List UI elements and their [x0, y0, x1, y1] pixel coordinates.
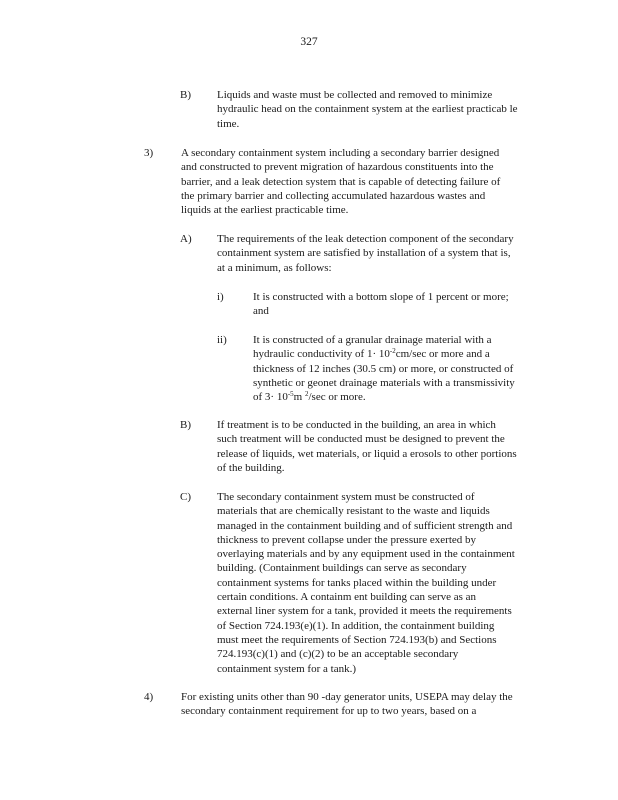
text-line: release of liquids, wet materials, or liquid a erosols to other portions — [217, 447, 517, 460]
text-line: and — [253, 305, 269, 318]
paragraph-3a-ii — [253, 333, 543, 404]
item-label-3c: C) — [180, 491, 191, 503]
item-label-3: 3) — [144, 147, 154, 159]
superscript: -2 — [389, 347, 396, 356]
text-fragment: hydraulic conductivity of 1· 10 — [253, 348, 390, 361]
text-line: building. (Containment buildings can serve as secondary — [217, 562, 467, 575]
text-line: secondary containment requirement for up to two years, based on a — [181, 705, 477, 718]
text-line: It is constructed with a bottom slope of 1 percent or more; — [253, 291, 509, 303]
text-line: containment system are satisfied by installation of a system that is, — [217, 247, 511, 260]
item-label-3a-i: i) — [217, 291, 224, 303]
item-label-3a-ii: ii) — [217, 334, 227, 346]
text-line: liquids at the earliest practicable time. — [181, 204, 349, 217]
text-line: For existing units other than 90 -day generator units, USEPA may delay the — [181, 691, 513, 703]
text-line: containment system for a tank.) — [217, 662, 356, 675]
text-line: thickness to prevent collapse under the pressure exerted by — [217, 533, 477, 546]
paragraph-4 — [181, 690, 543, 719]
text-line: barrier, and a leak detection system that is capable of detecting failure of — [181, 175, 501, 188]
text-line: The secondary containment system must be constructed of — [217, 491, 475, 503]
text-line: If treatment is to be conducted in the building, an area in which — [217, 419, 496, 431]
text-fragment: /sec or more. — [308, 391, 366, 404]
text-line: Liquids and waste must be collected and removed to minimize — [217, 89, 493, 101]
paragraph-3c — [217, 490, 543, 676]
text-line: the primary barrier and collecting accumulated hazardous wastes and — [181, 189, 486, 202]
paragraph-3b — [217, 418, 543, 475]
text-line: synthetic or geonet drainage materials with a transmissivity — [253, 376, 515, 389]
text-line: of Section 724.193(e)(1). In addition, the containment building — [217, 619, 495, 632]
text-line: materials that are chemically resistant to the waste and liquids — [217, 505, 490, 518]
paragraph-b-top — [217, 88, 543, 131]
text-line: 724.193(c)(1) and (c)(2) to be an acceptable secondary — [217, 648, 459, 661]
text-line: time. — [217, 117, 240, 130]
text-line: and constructed to prevent migration of hazardous constituents into the — [181, 161, 494, 174]
text-line: of the building. — [217, 461, 285, 474]
superscript: -5 — [287, 390, 294, 399]
item-label-4: 4) — [144, 691, 154, 703]
text-line: thickness of 12 inches (30.5 cm) or more, or constructed of — [253, 362, 514, 375]
text-fragment: cm/sec or more and a — [395, 348, 490, 361]
text-fragment: of 3· 10 — [253, 391, 288, 404]
page-number: 327 — [300, 36, 318, 48]
item-label-3b: B) — [180, 419, 191, 431]
text-line: at a minimum, as follows: — [217, 261, 332, 274]
text-line: The requirements of the leak detection component of the secondary — [217, 233, 514, 245]
item-label-3a: A) — [180, 233, 192, 245]
paragraph-3a-i — [253, 290, 543, 319]
text-fragment: m — [293, 391, 303, 404]
text-line: hydraulic head on the containment system at the earliest practicab le — [217, 103, 518, 116]
text-line — [253, 390, 543, 404]
superscript: 2 — [304, 390, 309, 399]
text-line: It is constructed of a granular drainage material with a — [253, 334, 492, 346]
text-line: managed in the containment building and of sufficient strength and — [217, 519, 513, 532]
text-line: must meet the requirements of Section 724.193(b) and Sections — [217, 633, 497, 646]
text-line: containment systems for tanks placed within the building under — [217, 576, 497, 589]
text-line: overlaying materials and by any equipment used in the containment — [217, 548, 515, 561]
text-line: such treatment will be conducted must be designed to prevent the — [217, 433, 505, 446]
item-label-b-top: B) — [180, 89, 191, 101]
paragraph-3a — [217, 232, 543, 275]
text-line: external liner system for a tank, provided it meets the requirements — [217, 605, 512, 618]
text-line: certain conditions. A containm ent building can serve as an — [217, 591, 477, 604]
text-line: A secondary containment system including a secondary barrier designed — [181, 147, 500, 159]
paragraph-3 — [181, 146, 543, 217]
text-line — [253, 347, 543, 361]
